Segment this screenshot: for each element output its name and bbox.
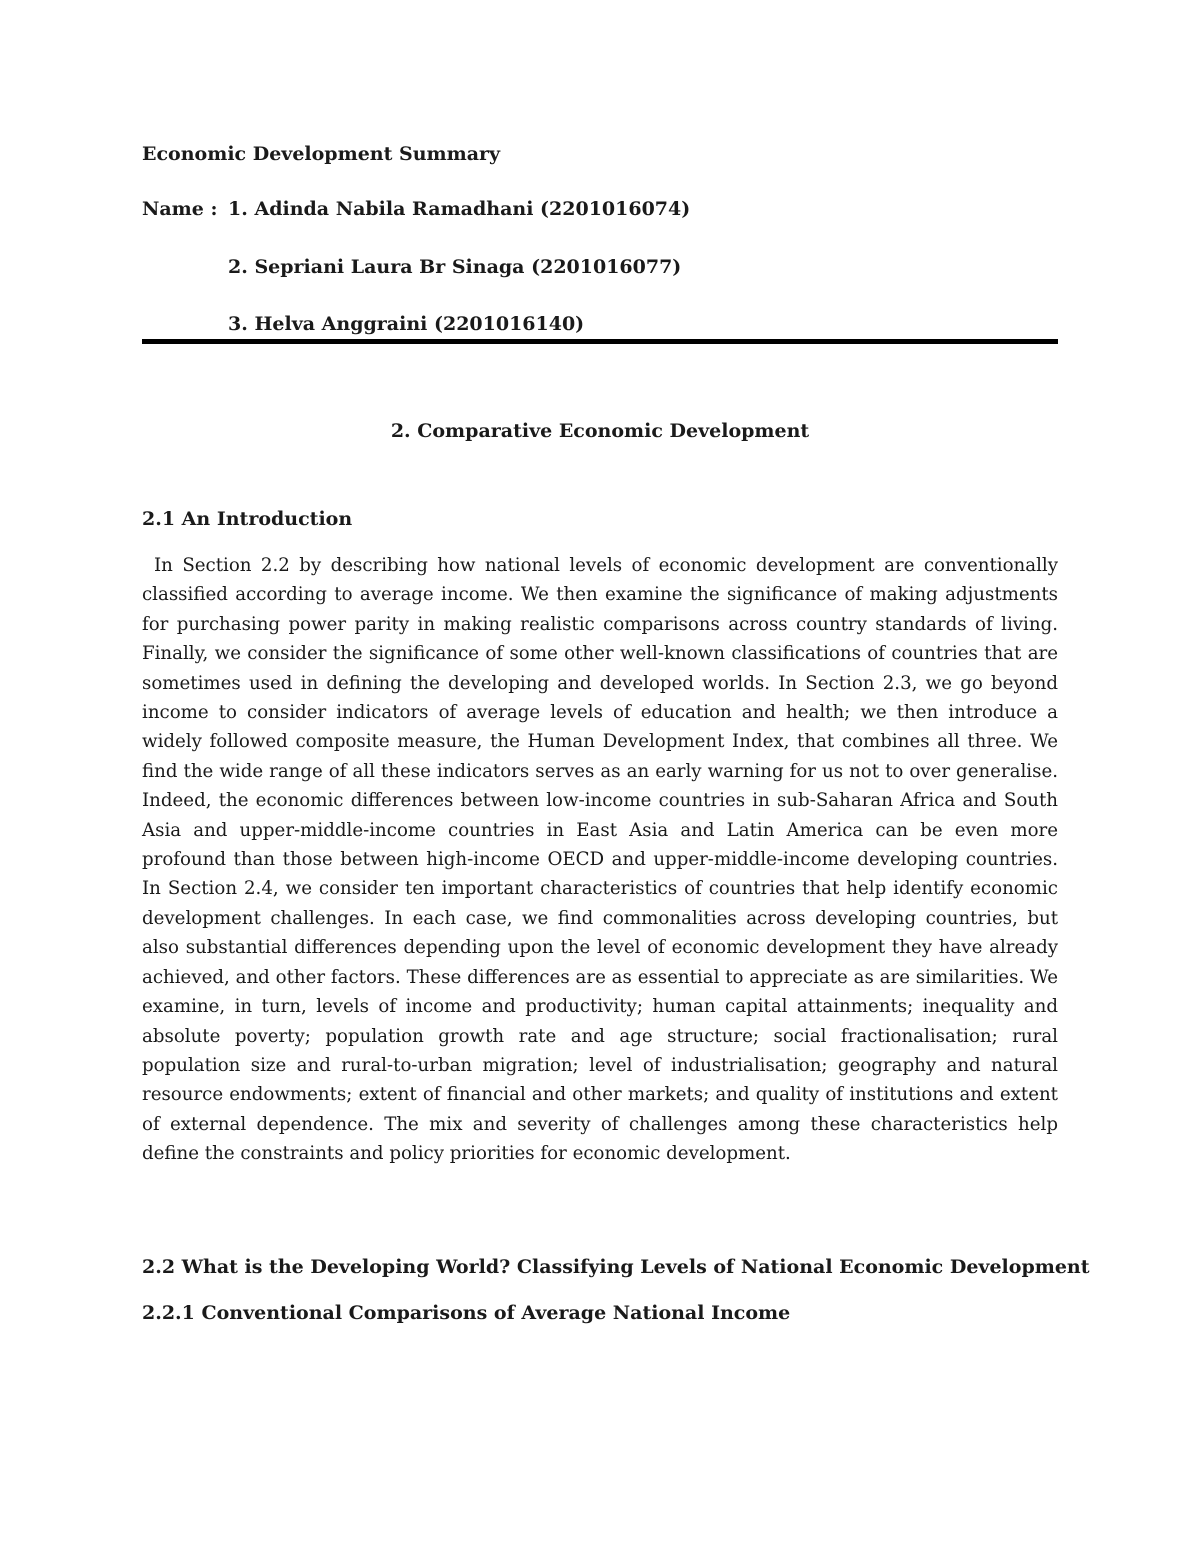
member-1: 1. Adinda Nabila Ramadhani (2201016074) [228,198,691,220]
section-2-1-paragraph: In Section 2.2 by describing how national levels of economic development are conventionally classified according to average income. We then examine the significance of making adjustments for purchasing power parity in making realistic comparisons across country standards of living. Finally, we consider the significance of some other well-known classifications of countries that are sometimes used in defining the developing and developed worlds. In Section 2.3, we go beyond income to consider indicators of average levels of education and health; we then introduce a widely followed composite measure, the Human Development Index, that combines all three. We find the wide range of all these indicators serves as an early warning for us not to over generalise. Indeed, the economic differences between low-income countries in sub-Saharan Africa and South Asia and upper-middle-income countries in East Asia and Latin America can be even more profound than those between high-income OECD and upper-middle-income developing countries. In Section 2.4, we consider ten important characteristics of countries that help identify economic development challenges. In each case, we find commonalities across developing countries, but also substantial differences depending upon the level of economic development they have already achieved, and other factors. These differences are as essential to appreciate as are similarities. We examine, in turn, levels of income and productivity; human capital attainments; inequality and absolute poverty; population growth rate and age structure; social fractionalisation; rural population size and rural-to-urban migration; level of industrialisation; geography and natural resource endowments; extent of financial and other markets; and quality of institutions and extent of external dependence. The mix and severity of challenges among these characteristics help define the constraints and policy priorities for economic development. [142,555,1058,1165]
section-2-1-heading: 2.1 An Introduction [142,508,353,530]
header-divider [142,339,1058,344]
member-2: 2. Sepriani Laura Br Sinaga (2201016077) [228,256,682,278]
chapter-heading: 2. Comparative Economic Development [390,420,810,442]
section-2-2-heading: 2.2 What is the Developing World? Classifying Levels of National Economic Development [142,1256,1090,1278]
section-2-2-1-heading: 2.2.1 Conventional Comparisons of Average National Income [142,1302,791,1324]
name-row [142,198,690,220]
member-3: 3. Helva Anggraini (2201016140) [228,313,585,335]
name-label: Name : [142,198,218,220]
document-title: Economic Development Summary [142,143,501,165]
